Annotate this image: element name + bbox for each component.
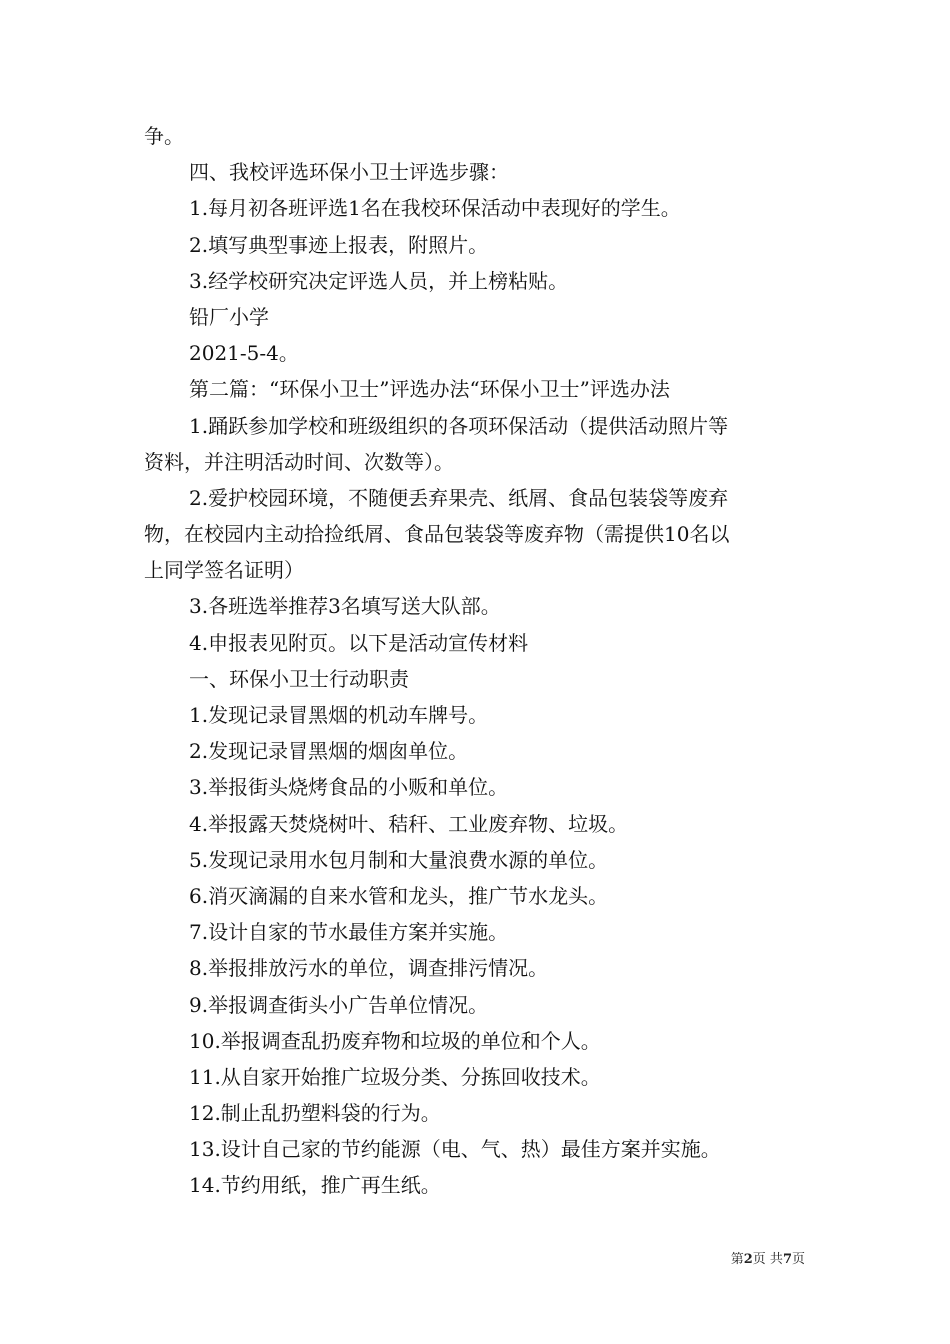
footer-prefix: 第 — [730, 1252, 744, 1267]
text-line-28: 12.制止乱扔塑料袋的行为。 — [189, 1101, 441, 1126]
text-line-23: 7.设计自家的节水最佳方案并实施。 — [189, 920, 509, 945]
text-line-30: 14.节约用纸，推广再生纸。 — [189, 1173, 441, 1198]
text-line-4: 2.填写典型事迹上报表，附照片。 — [189, 232, 489, 257]
text-line-10: 资料，并注明活动时间、次数等）。 — [144, 449, 454, 474]
text-line-25: 9.举报调查街头小广告单位情况。 — [189, 992, 489, 1017]
text-line-8: 第二篇：“环保小卫士”评选办法“环保小卫士”评选办法 — [189, 377, 670, 402]
text-line-1: 争。 — [144, 124, 184, 148]
footer-suffix: 页 — [791, 1252, 805, 1267]
text-line-12: 物，在校园内主动拾捡纸屑、食品包装袋等废弃物（需提供10名以 — [144, 522, 730, 547]
document-body — [144, 118, 808, 1204]
text-line-18: 2.发现记录冒黑烟的烟囱单位。 — [189, 739, 469, 764]
text-line-29: 13.设计自己家的节约能源（电、气、热）最佳方案并实施。 — [189, 1137, 721, 1162]
text-line-21: 5.发现记录用水包月制和大量浪费水源的单位。 — [189, 847, 609, 872]
current-page-number: 2 — [743, 1252, 753, 1267]
text-line-22: 6.消灭滴漏的自来水管和龙头，推广节水龙头。 — [189, 883, 609, 908]
total-pages-number: 7 — [782, 1252, 792, 1267]
text-line-14: 3.各班选举推荐3名填写送大队部。 — [189, 594, 501, 619]
text-line-15: 4.申报表见附页。以下是活动宣传材料 — [189, 630, 529, 655]
text-line-3: 1.每月初各班评选1名在我校环保活动中表现好的学生。 — [189, 196, 681, 221]
text-line-11: 2.爱护校园环境，不随便丢弃果壳、纸屑、食品包装袋等废弃 — [189, 485, 729, 510]
text-line-27: 11.从自家开始推广垃圾分类、分拣回收技术。 — [189, 1064, 601, 1089]
text-line-2: 四、我校评选环保小卫士评选步骤： — [189, 160, 509, 185]
text-line-9: 1.踊跃参加学校和班级组织的各项环保活动（提供活动照片等 — [189, 413, 729, 438]
text-line-26: 10.举报调查乱扔废弃物和垃圾的单位和个人。 — [189, 1028, 601, 1053]
text-line-24: 8.举报排放污水的单位，调查排污情况。 — [189, 956, 549, 981]
page-footer — [731, 1248, 805, 1267]
text-line-5: 3.经学校研究决定评选人员，并上榜粘贴。 — [189, 268, 569, 293]
text-line-20: 4.举报露天焚烧树叶、秸秆、工业废弃物、垃圾。 — [189, 811, 629, 836]
text-line-19: 3.举报街头烧烤食品的小贩和单位。 — [189, 775, 509, 800]
text-line-6: 铅厂小学 — [189, 304, 269, 329]
text-line-13: 上同学签名证明） — [144, 558, 304, 583]
text-line-17: 1.发现记录冒黑烟的机动车牌号。 — [189, 703, 489, 727]
footer-middle: 页 共 — [752, 1252, 783, 1267]
text-line-16: 一、环保小卫士行动职责 — [189, 666, 409, 691]
text-line-7: 2021-5-4。 — [189, 341, 299, 366]
